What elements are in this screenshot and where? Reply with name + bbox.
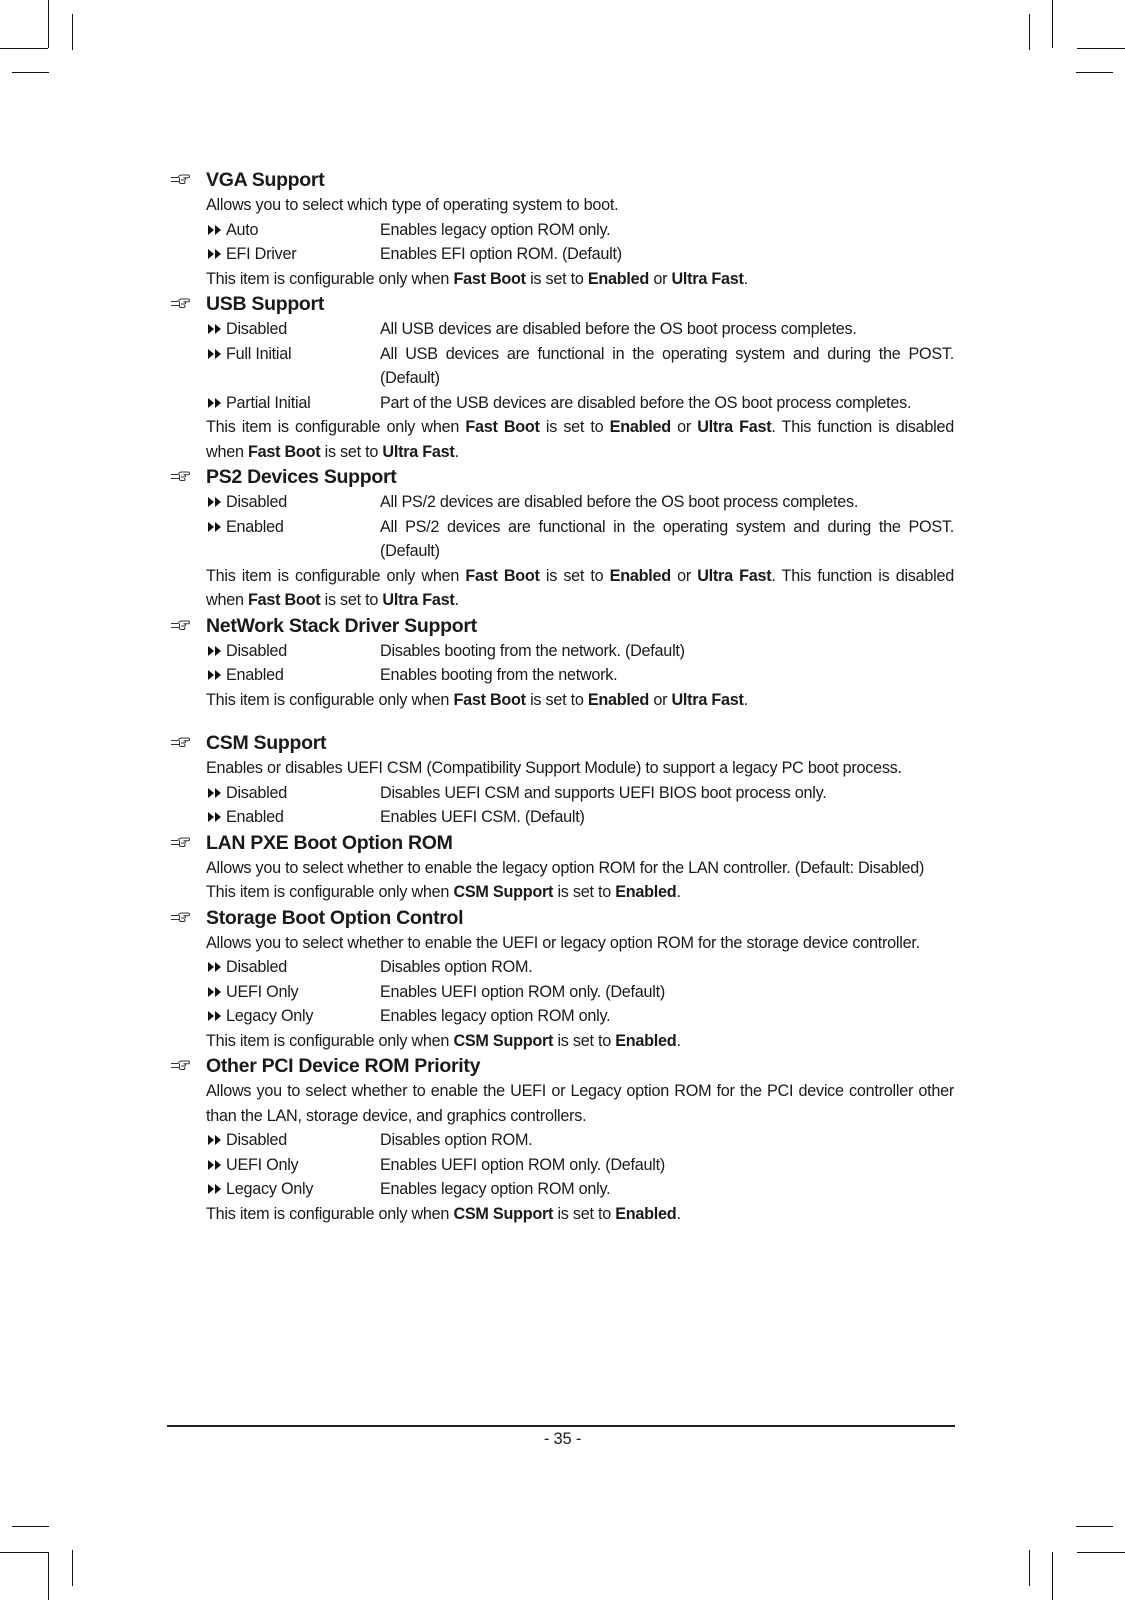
option-name-cell bbox=[206, 805, 380, 830]
section-description: Allows you to select whether to enable the UEFI or Legacy option ROM for the PCI device controller other than the LAN, storage device, and graphics controllers. bbox=[206, 1082, 954, 1125]
section-note bbox=[206, 880, 954, 905]
note-keyword: Fast Boot bbox=[247, 442, 321, 461]
section-other-pci-device-rom-priority bbox=[170, 1053, 954, 1226]
note-text: . bbox=[676, 1204, 681, 1223]
option-row bbox=[206, 1177, 954, 1202]
double-arrow-icon bbox=[206, 782, 224, 794]
option-name-cell bbox=[206, 1004, 380, 1029]
section-note bbox=[206, 267, 954, 292]
section-title: LAN PXE Boot Option ROM bbox=[206, 831, 453, 854]
option-name-cell bbox=[206, 1153, 380, 1178]
section-note bbox=[206, 688, 954, 713]
note-text: . bbox=[676, 883, 681, 901]
crop-mark-bottom-left-v1 bbox=[48, 1552, 49, 1600]
crop-mark-bottom-right-h bbox=[1076, 1526, 1113, 1527]
note-text: . This function is disabled when bbox=[206, 566, 955, 609]
double-arrow-icon bbox=[206, 981, 224, 993]
option-name-cell bbox=[206, 242, 380, 267]
crop-mark-top-left-h2 bbox=[12, 72, 49, 73]
note-text: . bbox=[676, 1031, 681, 1050]
note-text: . bbox=[743, 690, 748, 709]
note-keyword: Enabled bbox=[587, 690, 650, 709]
option-row bbox=[206, 218, 954, 243]
note-keyword: Enabled bbox=[615, 883, 677, 901]
double-arrow-icon bbox=[206, 1129, 224, 1141]
section-title: USB Support bbox=[206, 293, 325, 315]
option-name: Enabled bbox=[226, 666, 284, 684]
section-description: Enables or disables UEFI CSM (Compatibility Support Module) to support a legacy PC boot process. bbox=[206, 759, 902, 777]
option-name: Disabled bbox=[226, 783, 287, 802]
note-keyword: Fast Boot bbox=[453, 690, 526, 709]
option-name-cell bbox=[206, 342, 380, 391]
bios-settings-content bbox=[170, 167, 954, 1226]
note-keyword: Enabled bbox=[587, 269, 650, 288]
option-description: Enables UEFI CSM. (Default) bbox=[380, 808, 585, 826]
option-description: Disables option ROM. bbox=[380, 958, 533, 976]
crop-mark-top-right-v2 bbox=[1029, 14, 1030, 50]
section-title: VGA Support bbox=[206, 169, 325, 191]
note-keyword: Ultra Fast bbox=[382, 442, 455, 461]
note-text: or bbox=[649, 690, 672, 709]
option-name-cell bbox=[206, 515, 380, 564]
note-text: is set to bbox=[553, 1031, 616, 1050]
crop-mark-bottom-left-v2 bbox=[72, 1550, 73, 1586]
double-arrow-icon bbox=[206, 1154, 224, 1166]
note-keyword: Ultra Fast bbox=[671, 269, 744, 288]
section-ps2-devices-support bbox=[170, 464, 954, 613]
option-name: Legacy Only bbox=[226, 1180, 314, 1198]
option-description: Disables booting from the network. (Default) bbox=[380, 641, 685, 660]
option-name-cell bbox=[206, 1128, 380, 1153]
option-name: Disabled bbox=[226, 320, 287, 338]
note-text: This item is configurable only when bbox=[206, 418, 466, 436]
option-name: Enabled bbox=[226, 808, 284, 826]
note-keyword: Fast Boot bbox=[465, 418, 540, 436]
section-title: CSM Support bbox=[206, 732, 327, 754]
option-description: All USB devices are functional in the operating system and during the POST. (Default) bbox=[380, 344, 954, 387]
note-keyword: Enabled bbox=[609, 566, 671, 585]
option-description: Enables UEFI option ROM only. (Default) bbox=[380, 1155, 666, 1174]
section-vga-support bbox=[170, 167, 954, 291]
note-text: or bbox=[649, 269, 672, 288]
option-name-cell bbox=[206, 781, 380, 806]
option-row bbox=[206, 805, 954, 830]
note-keyword: Fast Boot bbox=[247, 591, 321, 609]
section-note bbox=[206, 1029, 954, 1054]
option-row bbox=[206, 1128, 954, 1153]
note-keyword: Ultra Fast bbox=[697, 418, 772, 436]
option-name: Disabled bbox=[226, 958, 287, 976]
option-name: Full Initial bbox=[226, 344, 292, 363]
note-text: is set to bbox=[525, 269, 588, 288]
option-description: All PS/2 devices are disabled before the OS boot process completes. bbox=[380, 493, 859, 511]
option-name: Auto bbox=[226, 220, 259, 239]
option-row bbox=[206, 242, 954, 267]
option-description: Enables legacy option ROM only. bbox=[380, 220, 611, 239]
section-description: Allows you to select whether to enable the UEFI or legacy option ROM for the storage device controller. bbox=[206, 933, 920, 952]
pointing-hand-icon bbox=[170, 171, 190, 185]
pointing-hand-icon bbox=[170, 295, 190, 309]
option-description: Disables UEFI CSM and supports UEFI BIOS boot process only. bbox=[380, 783, 827, 802]
pointing-hand-icon bbox=[170, 468, 190, 482]
double-arrow-icon bbox=[206, 516, 224, 528]
page-number: - 35 - bbox=[543, 1430, 582, 1448]
crop-mark-bottom-left-h bbox=[12, 1526, 49, 1527]
option-name-cell bbox=[206, 639, 380, 664]
option-description: Enables legacy option ROM only. bbox=[380, 1180, 611, 1198]
section-lan-pxe-boot-option-rom bbox=[170, 830, 954, 905]
double-arrow-icon bbox=[206, 318, 224, 330]
pointing-hand-icon bbox=[170, 734, 190, 748]
note-text: . bbox=[743, 269, 748, 288]
note-text: This item is configurable only when bbox=[206, 883, 454, 901]
option-row bbox=[206, 317, 954, 342]
option-description: All USB devices are disabled before the OS boot process completes. bbox=[380, 320, 857, 338]
note-text: . bbox=[454, 591, 459, 609]
crop-mark-top-right-v1 bbox=[1052, 0, 1053, 48]
note-keyword: Enabled bbox=[615, 1204, 677, 1223]
note-keyword: CSM Support bbox=[453, 1204, 554, 1223]
option-description: Part of the USB devices are disabled before the OS boot process completes. bbox=[380, 393, 912, 412]
note-text: is set to bbox=[553, 883, 616, 901]
option-name: Disabled bbox=[226, 1131, 287, 1149]
note-text: is set to bbox=[539, 418, 610, 436]
option-row bbox=[206, 490, 954, 515]
pointing-hand-icon bbox=[170, 834, 190, 848]
note-text: This item is configurable only when bbox=[206, 690, 454, 709]
crop-mark-top-left-v1 bbox=[48, 0, 49, 48]
crop-mark-bottom-right-h2 bbox=[1077, 1552, 1125, 1553]
section-note bbox=[206, 1202, 954, 1227]
option-name-cell bbox=[206, 663, 380, 688]
option-name: EFI Driver bbox=[226, 245, 297, 263]
note-keyword: Ultra Fast bbox=[671, 690, 744, 709]
note-text: . This function is disabled when bbox=[206, 418, 955, 461]
crop-mark-top-right-h bbox=[1077, 48, 1125, 49]
option-name: UEFI Only bbox=[226, 982, 299, 1001]
option-description: Disables option ROM. bbox=[380, 1131, 533, 1149]
note-keyword: Enabled bbox=[609, 418, 671, 436]
section-csm-support bbox=[170, 730, 954, 830]
double-arrow-icon bbox=[206, 219, 224, 231]
option-description: All PS/2 devices are functional in the operating system and during the POST. (Default) bbox=[380, 517, 954, 560]
note-keyword: Enabled bbox=[615, 1031, 677, 1050]
double-arrow-icon bbox=[206, 243, 224, 255]
note-keyword: Fast Boot bbox=[465, 566, 540, 585]
option-name: Partial Initial bbox=[226, 393, 311, 412]
section-title: PS2 Devices Support bbox=[206, 466, 397, 488]
double-arrow-icon bbox=[206, 1178, 224, 1190]
section-title: Other PCI Device ROM Priority bbox=[206, 1055, 481, 1077]
option-description: Enables booting from the network. bbox=[380, 666, 618, 684]
note-keyword: CSM Support bbox=[453, 883, 554, 901]
note-keyword: Ultra Fast bbox=[382, 591, 455, 609]
option-row bbox=[206, 391, 954, 416]
note-keyword: Ultra Fast bbox=[697, 566, 772, 585]
pointing-hand-icon bbox=[170, 1057, 190, 1071]
double-arrow-icon bbox=[206, 806, 224, 818]
option-row bbox=[206, 1004, 954, 1029]
option-name: UEFI Only bbox=[226, 1155, 299, 1174]
note-text: This item is configurable only when bbox=[206, 269, 454, 288]
option-description: Enables legacy option ROM only. bbox=[380, 1007, 611, 1025]
option-name-cell bbox=[206, 317, 380, 342]
note-text: . bbox=[454, 442, 459, 461]
section-description: Allows you to select whether to enable the legacy option ROM for the LAN controller. (Default: Disabled) bbox=[206, 858, 925, 877]
section-title: NetWork Stack Driver Support bbox=[206, 614, 477, 637]
note-keyword: CSM Support bbox=[453, 1031, 554, 1050]
crop-mark-bottom-right-v1 bbox=[1052, 1552, 1053, 1600]
section-title: Storage Boot Option Control bbox=[206, 906, 464, 929]
option-row bbox=[206, 781, 954, 806]
double-arrow-icon bbox=[206, 343, 224, 355]
option-row bbox=[206, 1153, 954, 1178]
option-row bbox=[206, 663, 954, 688]
option-name-cell bbox=[206, 391, 380, 416]
double-arrow-icon bbox=[206, 664, 224, 676]
option-row bbox=[206, 342, 954, 391]
note-text: is set to bbox=[553, 1204, 616, 1223]
option-name-cell bbox=[206, 955, 380, 980]
note-text: This item is configurable only when bbox=[206, 1031, 454, 1050]
pointing-hand-icon bbox=[170, 617, 190, 631]
crop-mark-bottom-right-v2 bbox=[1029, 1550, 1030, 1586]
pointing-hand-icon bbox=[170, 909, 190, 923]
crop-mark-bottom-left-h2 bbox=[0, 1552, 48, 1553]
option-row bbox=[206, 639, 954, 664]
option-name: Legacy Only bbox=[226, 1007, 314, 1025]
option-description: Enables UEFI option ROM only. (Default) bbox=[380, 982, 666, 1001]
option-name-cell bbox=[206, 218, 380, 243]
section-network-stack-driver-support bbox=[170, 613, 954, 713]
double-arrow-icon bbox=[206, 956, 224, 968]
option-name-cell bbox=[206, 980, 380, 1005]
section-note bbox=[206, 415, 954, 464]
note-text: or bbox=[670, 418, 698, 436]
option-row bbox=[206, 515, 954, 564]
crop-mark-top-left-v2 bbox=[72, 14, 73, 50]
crop-mark-top-right-h2 bbox=[1076, 72, 1113, 73]
double-arrow-icon bbox=[206, 491, 224, 503]
double-arrow-icon bbox=[206, 392, 224, 404]
note-text: is set to bbox=[539, 566, 610, 585]
option-name: Disabled bbox=[226, 493, 287, 511]
option-name-cell bbox=[206, 490, 380, 515]
note-text: is set to bbox=[525, 690, 588, 709]
double-arrow-icon bbox=[206, 1005, 224, 1017]
section-storage-boot-option-control bbox=[170, 905, 954, 1054]
section-description: Allows you to select which type of operating system to boot. bbox=[206, 196, 619, 214]
note-text: or bbox=[670, 566, 698, 585]
section-usb-support bbox=[170, 291, 954, 464]
option-description: Enables EFI option ROM. (Default) bbox=[380, 245, 622, 263]
option-row bbox=[206, 980, 954, 1005]
option-name: Disabled bbox=[226, 641, 287, 660]
double-arrow-icon bbox=[206, 640, 224, 652]
option-name-cell bbox=[206, 1177, 380, 1202]
note-text: This item is configurable only when bbox=[206, 566, 466, 585]
section-note bbox=[206, 564, 954, 613]
crop-mark-top-left-h bbox=[0, 48, 48, 49]
note-text: is set to bbox=[320, 591, 383, 609]
footer-rule bbox=[167, 1425, 955, 1427]
note-keyword: Fast Boot bbox=[453, 269, 526, 288]
note-text: This item is configurable only when bbox=[206, 1204, 454, 1223]
option-name: Enabled bbox=[226, 517, 284, 536]
note-text: is set to bbox=[320, 442, 383, 461]
option-row bbox=[206, 955, 954, 980]
